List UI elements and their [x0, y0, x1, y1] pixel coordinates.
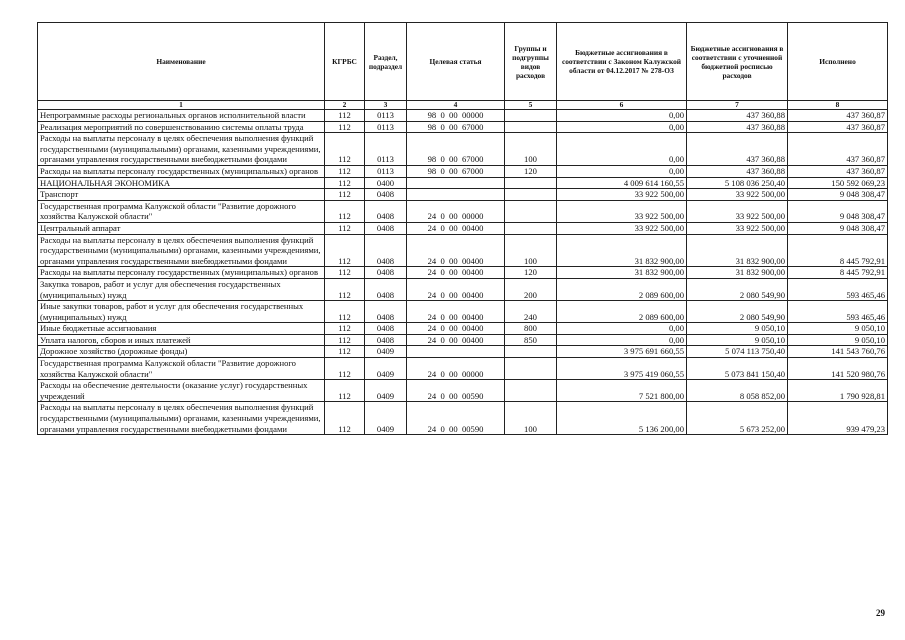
row-refined-allocation: 9 050,10: [687, 334, 788, 346]
row-executed: 593 465,46: [788, 278, 888, 300]
col-number: 6: [557, 101, 687, 110]
row-law-allocation: 0,00: [557, 110, 687, 122]
row-expense-type: [505, 222, 557, 234]
table-row: [38, 402, 888, 435]
row-executed: 437 360,87: [788, 110, 888, 122]
row-expense-type: [505, 177, 557, 189]
row-kgrbs: 112: [325, 234, 365, 267]
table-row: [38, 267, 888, 279]
row-refined-allocation: 33 922 500,00: [687, 189, 788, 201]
row-section: 0113: [365, 110, 407, 122]
table-row: [38, 189, 888, 201]
row-kgrbs: 112: [325, 334, 365, 346]
table-row: [38, 200, 888, 222]
header-target: Целевая статья: [407, 23, 505, 101]
row-expense-type: 100: [505, 133, 557, 166]
row-target: 24 0 00 00400: [407, 301, 505, 323]
header-row: [38, 23, 888, 101]
row-section: 0408: [365, 301, 407, 323]
row-refined-allocation: 2 080 549,90: [687, 301, 788, 323]
row-kgrbs: 112: [325, 267, 365, 279]
table-row: [38, 346, 888, 358]
row-expense-type: [505, 110, 557, 122]
row-refined-allocation: 437 360,88: [687, 165, 788, 177]
col-number: 5: [505, 101, 557, 110]
row-kgrbs: 112: [325, 278, 365, 300]
table-row: [38, 133, 888, 166]
row-target: 98 0 00 67000: [407, 121, 505, 133]
row-refined-allocation: 5 074 113 750,40: [687, 346, 788, 358]
row-law-allocation: 33 922 500,00: [557, 189, 687, 201]
row-law-allocation: 2 089 600,00: [557, 278, 687, 300]
row-refined-allocation: 8 058 852,00: [687, 380, 788, 402]
row-expense-type: 850: [505, 334, 557, 346]
row-executed: 9 050,10: [788, 334, 888, 346]
row-kgrbs: 112: [325, 110, 365, 122]
table-row: [38, 110, 888, 122]
row-target: [407, 189, 505, 201]
row-section: 0113: [365, 121, 407, 133]
row-refined-allocation: 5 073 841 150,40: [687, 358, 788, 380]
row-section: 0113: [365, 133, 407, 166]
row-law-allocation: 0,00: [557, 334, 687, 346]
row-law-allocation: 31 832 900,00: [557, 234, 687, 267]
row-name: Государственная программа Калужской области "Развитие дорожного хозяйства Калужской области": [38, 200, 325, 222]
table-row: [38, 121, 888, 133]
row-executed: 9 048 308,47: [788, 189, 888, 201]
table-row: [38, 380, 888, 402]
row-executed: 9 050,10: [788, 323, 888, 335]
page-number: 29: [876, 608, 885, 618]
row-section: 0408: [365, 234, 407, 267]
row-kgrbs: 112: [325, 177, 365, 189]
col-number: 4: [407, 101, 505, 110]
row-name: Транспорт: [38, 189, 325, 201]
row-law-allocation: 2 089 600,00: [557, 301, 687, 323]
row-executed: 9 048 308,47: [788, 200, 888, 222]
row-expense-type: 100: [505, 402, 557, 435]
row-name: Расходы на выплаты персоналу государственных (муниципальных) органов: [38, 267, 325, 279]
row-kgrbs: 112: [325, 346, 365, 358]
row-executed: 939 479,23: [788, 402, 888, 435]
row-target: 24 0 00 00400: [407, 234, 505, 267]
row-name: Непрограммные расходы региональных органов исполнительной власти: [38, 110, 325, 122]
row-law-allocation: 5 136 200,00: [557, 402, 687, 435]
row-section: 0408: [365, 278, 407, 300]
row-expense-type: 120: [505, 267, 557, 279]
row-law-allocation: 31 832 900,00: [557, 267, 687, 279]
row-kgrbs: 112: [325, 133, 365, 166]
row-name: Расходы на выплаты персоналу в целях обеспечения выполнения функций государственными (муниципальными) органами, казенными учреждениями, органами управления государственными внебюджетными фондами: [38, 133, 325, 166]
budget-execution-table: [37, 22, 888, 435]
row-target: [407, 346, 505, 358]
row-name: Государственная программа Калужской области "Развитие дорожного хозяйства Калужской области": [38, 358, 325, 380]
row-refined-allocation: 31 832 900,00: [687, 234, 788, 267]
row-law-allocation: 0,00: [557, 165, 687, 177]
col-number: 8: [788, 101, 888, 110]
row-kgrbs: 112: [325, 165, 365, 177]
row-kgrbs: 112: [325, 200, 365, 222]
row-refined-allocation: 2 080 549,90: [687, 278, 788, 300]
row-section: 0408: [365, 323, 407, 335]
table-row: [38, 165, 888, 177]
row-kgrbs: 112: [325, 323, 365, 335]
row-executed: 8 445 792,91: [788, 234, 888, 267]
table-row: [38, 278, 888, 300]
row-name: Закупка товаров, работ и услуг для обеспечения государственных (муниципальных) нужд: [38, 278, 325, 300]
row-refined-allocation: 31 832 900,00: [687, 267, 788, 279]
row-kgrbs: 112: [325, 301, 365, 323]
row-executed: 150 592 069,23: [788, 177, 888, 189]
row-section: 0409: [365, 358, 407, 380]
row-executed: 437 360,87: [788, 133, 888, 166]
row-target: 24 0 00 00590: [407, 380, 505, 402]
row-name: Дорожное хозяйство (дорожные фонды): [38, 346, 325, 358]
column-number-row: [38, 101, 888, 110]
row-refined-allocation: 437 360,88: [687, 121, 788, 133]
col-number: 2: [325, 101, 365, 110]
row-name: Реализация мероприятий по совершенствованию системы оплаты труда: [38, 121, 325, 133]
row-target: 24 0 00 00400: [407, 278, 505, 300]
row-section: 0408: [365, 222, 407, 234]
row-expense-type: [505, 346, 557, 358]
row-kgrbs: 112: [325, 121, 365, 133]
header-groups: Группы и подгруппы видов расходов: [505, 23, 557, 101]
row-target: 24 0 00 00400: [407, 222, 505, 234]
row-expense-type: 200: [505, 278, 557, 300]
row-expense-type: [505, 200, 557, 222]
row-section: 0409: [365, 346, 407, 358]
col-number: 3: [365, 101, 407, 110]
row-name: Иные бюджетные ассигнования: [38, 323, 325, 335]
row-expense-type: [505, 358, 557, 380]
row-name: Расходы на выплаты персоналу в целях обеспечения выполнения функций государственными (муниципальными) органами, казенными учреждениями, органами управления государственными внебюджетными фондами: [38, 234, 325, 267]
header-section: Раздел, подраздел: [365, 23, 407, 101]
row-refined-allocation: 5 108 036 250,40: [687, 177, 788, 189]
row-expense-type: [505, 121, 557, 133]
row-expense-type: [505, 380, 557, 402]
row-executed: 141 543 760,76: [788, 346, 888, 358]
row-section: 0408: [365, 334, 407, 346]
row-target: 24 0 00 00590: [407, 402, 505, 435]
row-target: [407, 177, 505, 189]
row-section: 0408: [365, 189, 407, 201]
table-row: [38, 323, 888, 335]
row-target: 98 0 00 00000: [407, 110, 505, 122]
row-law-allocation: 0,00: [557, 323, 687, 335]
row-executed: 593 465,46: [788, 301, 888, 323]
row-target: 24 0 00 00400: [407, 267, 505, 279]
row-law-allocation: 3 975 691 660,55: [557, 346, 687, 358]
row-law-allocation: 7 521 800,00: [557, 380, 687, 402]
table-row: [38, 334, 888, 346]
row-kgrbs: 112: [325, 222, 365, 234]
header-executed: Исполнено: [788, 23, 888, 101]
row-law-allocation: 3 975 419 060,55: [557, 358, 687, 380]
row-executed: 1 790 928,81: [788, 380, 888, 402]
row-law-allocation: 33 922 500,00: [557, 200, 687, 222]
header-name: Наименование: [38, 23, 325, 101]
row-target: 24 0 00 00000: [407, 358, 505, 380]
row-kgrbs: 112: [325, 189, 365, 201]
row-refined-allocation: 5 673 252,00: [687, 402, 788, 435]
col-number: 1: [38, 101, 325, 110]
row-target: 98 0 00 67000: [407, 165, 505, 177]
table-row: [38, 358, 888, 380]
row-executed: 141 520 980,76: [788, 358, 888, 380]
table-row: [38, 222, 888, 234]
row-executed: 9 048 308,47: [788, 222, 888, 234]
header-law-allocations: Бюджетные ассигнования в соответствии с Законом Калужской области от 04.12.2017 № 278-ОЗ: [557, 23, 687, 101]
row-section: 0409: [365, 402, 407, 435]
row-expense-type: 100: [505, 234, 557, 267]
row-refined-allocation: 437 360,88: [687, 110, 788, 122]
row-kgrbs: 112: [325, 402, 365, 435]
row-name: Расходы на выплаты персоналу в целях обеспечения выполнения функций государственными (муниципальными) органами, казенными учреждениями, органами управления государственными внебюджетными фондами: [38, 402, 325, 435]
row-name: Центральный аппарат: [38, 222, 325, 234]
row-refined-allocation: 437 360,88: [687, 133, 788, 166]
row-law-allocation: 0,00: [557, 133, 687, 166]
row-name: НАЦИОНАЛЬНАЯ ЭКОНОМИКА: [38, 177, 325, 189]
header-kgrbs: КГРБС: [325, 23, 365, 101]
col-number: 7: [687, 101, 788, 110]
row-executed: 437 360,87: [788, 121, 888, 133]
row-kgrbs: 112: [325, 380, 365, 402]
row-expense-type: 240: [505, 301, 557, 323]
row-section: 0400: [365, 177, 407, 189]
row-target: 98 0 00 67000: [407, 133, 505, 166]
row-name: Расходы на выплаты персоналу государственных (муниципальных) органов: [38, 165, 325, 177]
row-executed: 8 445 792,91: [788, 267, 888, 279]
row-section: 0408: [365, 267, 407, 279]
row-executed: 437 360,87: [788, 165, 888, 177]
row-section: 0408: [365, 200, 407, 222]
row-refined-allocation: 33 922 500,00: [687, 200, 788, 222]
row-law-allocation: 0,00: [557, 121, 687, 133]
row-target: 24 0 00 00400: [407, 323, 505, 335]
row-law-allocation: 4 009 614 160,55: [557, 177, 687, 189]
row-target: 24 0 00 00400: [407, 334, 505, 346]
row-refined-allocation: 33 922 500,00: [687, 222, 788, 234]
table-row: [38, 177, 888, 189]
row-kgrbs: 112: [325, 358, 365, 380]
row-section: 0409: [365, 380, 407, 402]
row-name: Расходы на обеспечение деятельности (оказание услуг) государственных учреждений: [38, 380, 325, 402]
row-expense-type: 120: [505, 165, 557, 177]
table-row: [38, 234, 888, 267]
row-refined-allocation: 9 050,10: [687, 323, 788, 335]
row-name: Уплата налогов, сборов и иных платежей: [38, 334, 325, 346]
row-expense-type: [505, 189, 557, 201]
row-name: Иные закупки товаров, работ и услуг для обеспечения государственных (муниципальных) нужд: [38, 301, 325, 323]
table-row: [38, 301, 888, 323]
row-expense-type: 800: [505, 323, 557, 335]
table-body: [38, 110, 888, 435]
row-target: 24 0 00 00000: [407, 200, 505, 222]
header-refined-allocations: Бюджетные ассигнования в соответствии с уточненной бюджетной росписью расходов: [687, 23, 788, 101]
row-law-allocation: 33 922 500,00: [557, 222, 687, 234]
row-section: 0113: [365, 165, 407, 177]
